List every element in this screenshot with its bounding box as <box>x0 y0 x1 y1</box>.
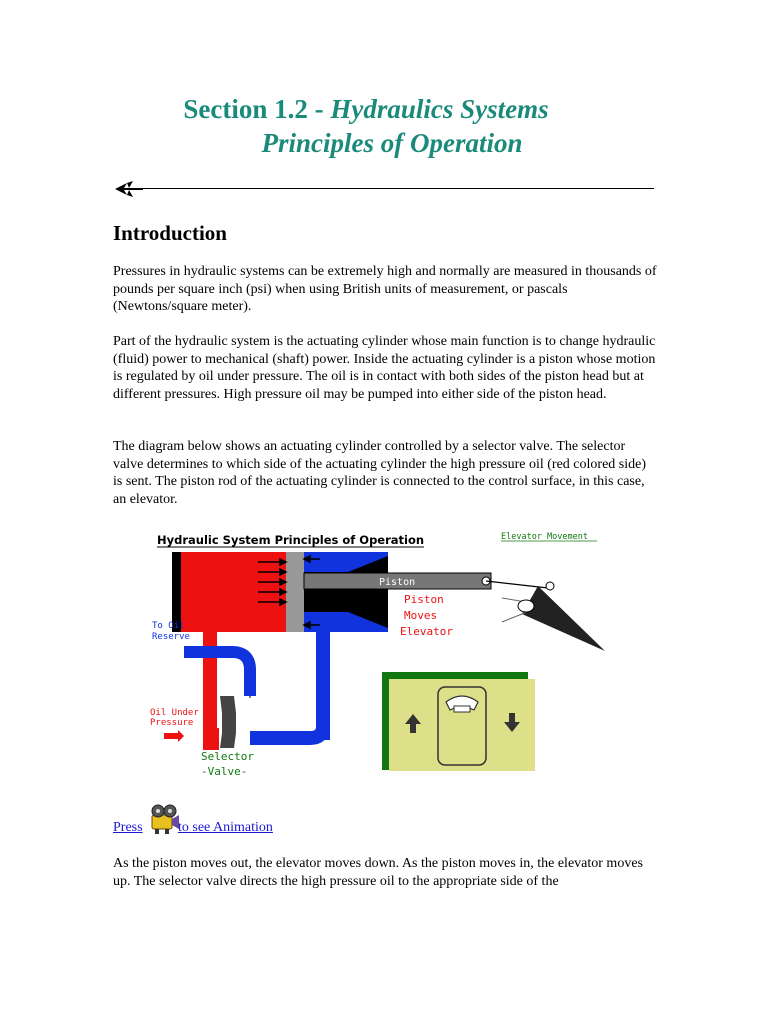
piston-moves-line2: Moves <box>404 609 438 622</box>
see-animation-link[interactable]: to see Animation <box>178 820 273 835</box>
press-link[interactable]: Press <box>113 820 143 835</box>
piston-moves-line1: Piston <box>404 593 444 606</box>
elevator-movement-label: Elevator Movement <box>501 532 588 542</box>
film-projector-icon[interactable] <box>146 803 180 835</box>
section-heading: Introduction <box>113 221 227 245</box>
hydraulic-diagram <box>140 528 610 790</box>
oil-under-pressure-line1: Oil Under <box>150 708 199 718</box>
back-arrow-icon[interactable] <box>113 180 147 198</box>
piston-label: Piston <box>379 577 416 588</box>
paragraph-diagram-intro: The diagram below shows an actuating cylinder controlled by a selector valve. The selector valve determines to which side of the actuating cylinder the high pressure oil (red colored side) is sent. The piston rod of the actuating cylinder is connected to the control surface, in this case, an elevator. <box>113 439 646 507</box>
page-subtitle <box>8 126 768 160</box>
title-part1: Hydraulics Systems <box>330 94 549 124</box>
oil-pipes <box>164 632 330 750</box>
horizontal-rule <box>140 188 654 189</box>
title-part2: Principles of Operation <box>261 128 523 158</box>
selector-label-line1: Selector <box>201 750 254 763</box>
paragraph-piston-motion: As the piston moves out, the elevator moves down. As the piston moves in, the elevator moves up. The selector valve directs the high pressure oil to the appropriate side of the <box>113 856 643 889</box>
selector-label-line2: -Valve- <box>201 765 248 778</box>
paragraph-pressure: Pressures in hydraulic systems can be extremely high and normally are measured in thousands of pounds per square inch (psi) when using British units of measurement, or pascals (Newtons/square meter). <box>113 264 657 314</box>
page-title <box>0 92 750 126</box>
oil-under-pressure-line2: Pressure <box>150 718 194 728</box>
diagram-title: Hydraulic System Principles of Operation <box>157 533 425 547</box>
section-number: Section 1.2 - <box>183 94 331 124</box>
piston-moves-line3: Elevator <box>400 625 453 638</box>
animation-link-row <box>113 803 513 843</box>
elevator-surface <box>486 581 605 651</box>
actuating-cylinder <box>172 552 491 632</box>
to-oil-reserve-line1: To Oil <box>152 621 185 631</box>
control-panel <box>382 672 535 771</box>
to-oil-reserve-line2: Reserve <box>152 632 190 642</box>
paragraph-cylinder: Part of the hydraulic system is the actuating cylinder whose main function is to change hydraulic (fluid) power to mechanical (shaft) power. Inside the actuating cylinder is a piston whose motion is regulated by oil under pressure. The oil is in contact with both sides of the piston head but at different pressures. High pressure oil may be pumped into either side of the piston head. <box>113 334 656 402</box>
